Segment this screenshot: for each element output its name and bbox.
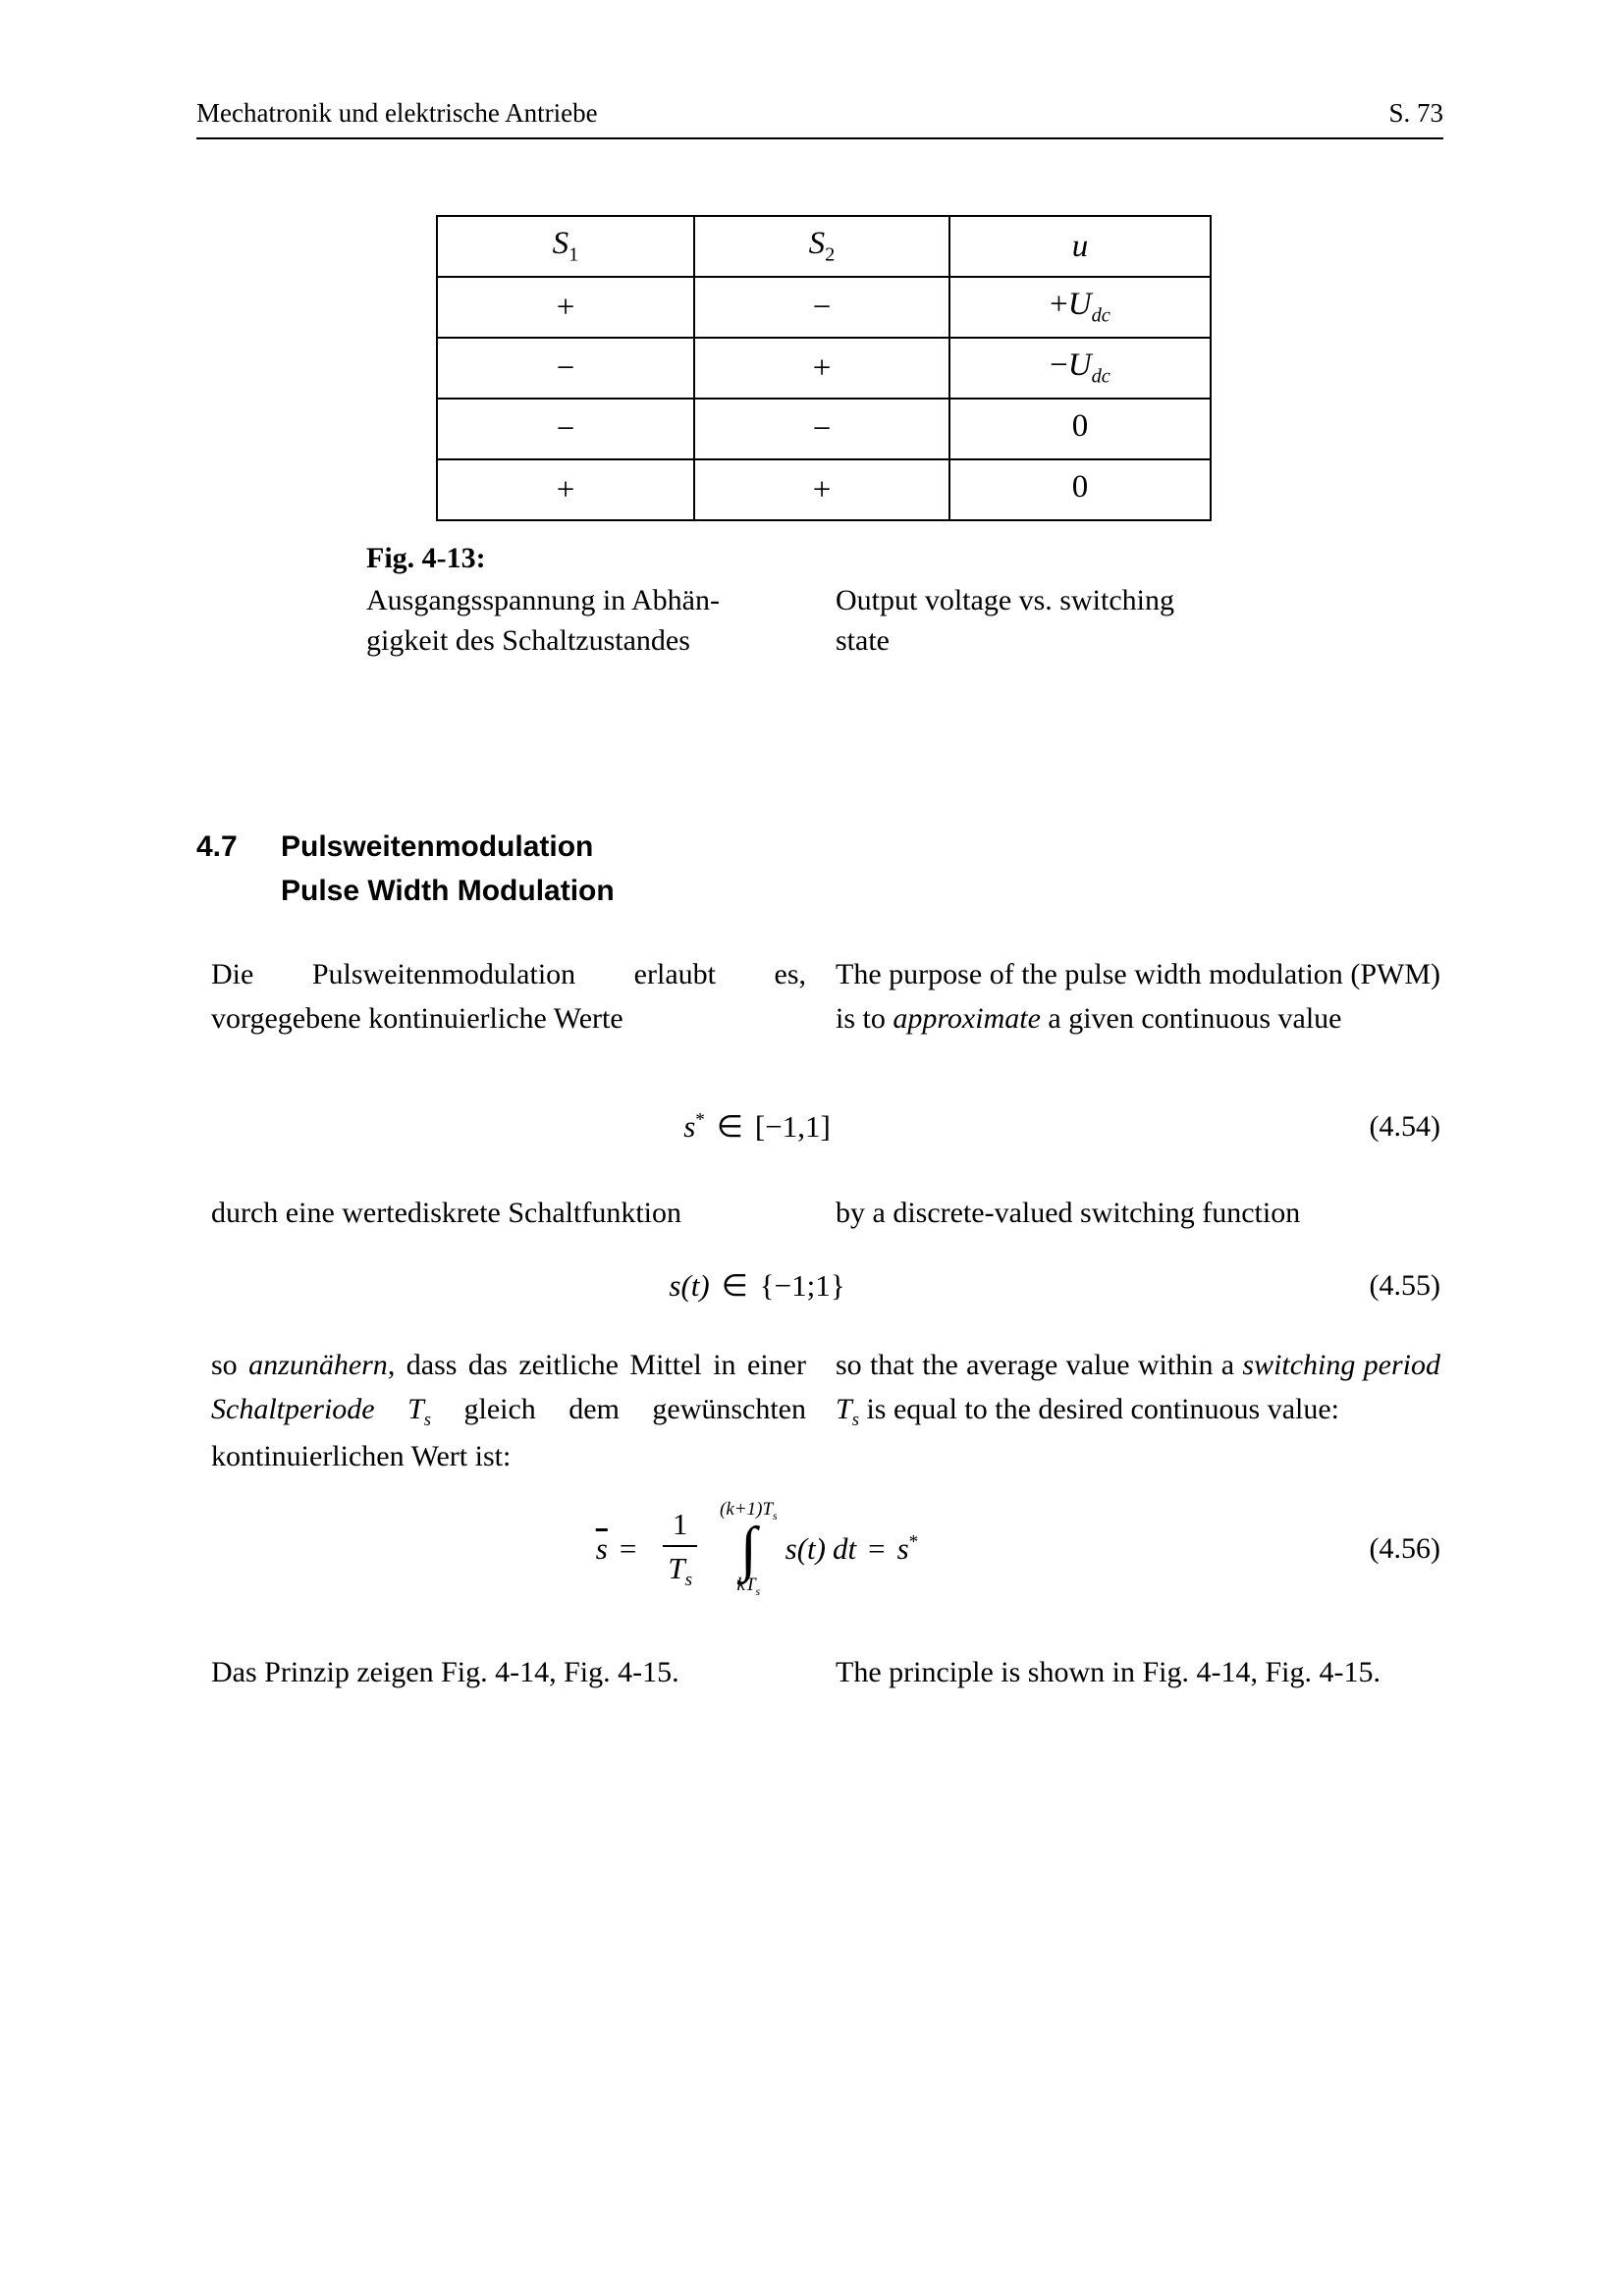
paragraph-row-1 — [211, 952, 1440, 1041]
integral-upper-limit: $(k+1)T_s$ — [720, 1499, 778, 1523]
cell-s1: + — [437, 277, 694, 338]
paragraph-english: by a discrete-valued switching function — [836, 1197, 1301, 1229]
section-heading — [196, 825, 615, 913]
table-header-s1: $S_1$ — [437, 216, 694, 277]
table-header-s2: $S_2$ — [694, 216, 949, 277]
cell-u: $+U_{dc}$ — [949, 277, 1211, 338]
equation-number: (4.54) — [1369, 1110, 1440, 1143]
table-row — [437, 399, 1211, 459]
caption-line: Ausgangsspannung in Abhän- — [366, 584, 720, 616]
equation-number: (4.55) — [1369, 1269, 1440, 1302]
cell-s1: − — [437, 399, 694, 459]
equation-456 — [211, 1480, 1440, 1618]
paragraph-row-4 — [211, 1650, 1440, 1694]
table-row — [437, 338, 1211, 399]
cell-u: 0 — [949, 459, 1211, 520]
figure-label: Fig. 4-13: — [366, 542, 486, 574]
equation-expression: s(t) ∈ {−1;1} — [669, 1268, 845, 1303]
figure-caption-german — [366, 581, 836, 661]
cell-u: $-U_{dc}$ — [949, 338, 1211, 399]
equation-455 — [211, 1256, 1440, 1315]
section-number: 4.7 — [196, 830, 238, 863]
paragraph-english: The purpose of the pulse width modulation (PWM) is to approximate a given continuous value — [836, 958, 1440, 1035]
paragraph-english: so that the average value within a switching period $T_s$ is equal to the desired continuous value: — [836, 1349, 1440, 1430]
caption-line: state — [836, 623, 890, 657]
paragraph-row-3 — [211, 1343, 1440, 1478]
table-header-u: u — [949, 216, 1211, 277]
paragraph-english: The principle is shown in Fig. 4-14, Fig. 4-15. — [836, 1656, 1380, 1688]
paragraph-german: Die Pulsweitenmodulation erlaubt es, vorgegebene kontinuierliche Werte — [211, 958, 806, 1035]
paragraph-german: durch eine wertediskrete Schaltfunktion — [211, 1197, 682, 1229]
cell-s1: − — [437, 338, 694, 399]
table-row — [437, 277, 1211, 338]
cell-u: 0 — [949, 399, 1211, 459]
paragraph-german: Das Prinzip zeigen Fig. 4-14, Fig. 4-15. — [211, 1656, 679, 1688]
s-bar-symbol: $\overline{s}$ — [595, 1531, 608, 1566]
page-header — [196, 98, 1443, 139]
caption-line: gigkeit des Schaltzustandes — [366, 623, 690, 657]
cell-s2: + — [694, 459, 949, 520]
equation-number: (4.56) — [1369, 1532, 1440, 1565]
figure-caption-english — [836, 581, 1346, 661]
fraction: $\frac{1}{T_s}$ — [658, 1509, 702, 1589]
paragraph-row-2 — [211, 1191, 1440, 1235]
caption-line: Output voltage vs. switching — [836, 584, 1174, 616]
section-title — [281, 825, 615, 913]
integral-lower-limit: $kT_s$ — [736, 1575, 761, 1599]
table-header-row — [437, 216, 1211, 277]
table-row — [437, 459, 1211, 520]
switching-states-table — [436, 215, 1212, 521]
page-number: S. 73 — [1388, 98, 1443, 128]
cell-s1: + — [437, 459, 694, 520]
integral — [720, 1499, 778, 1598]
equation-454 — [211, 1097, 1440, 1156]
element-of-symbol: ∈ — [721, 1268, 748, 1303]
section-title-english: Pulse Width Modulation — [281, 875, 615, 907]
equation-expression: $\overline{s}$ = $\frac{1}{T_s}$ $(k+1)T_s$ ∫ $kT_s$ s(t) dt = s* — [595, 1499, 919, 1599]
cell-s2: − — [694, 277, 949, 338]
figure-caption — [366, 581, 1346, 661]
paragraph-german: so anzunähern, dass das zeitliche Mittel in einer Schaltperiode $T_s$ gleich dem gewünschten kontinuierlichen Wert ist: — [211, 1349, 807, 1472]
equation-expression: s* ∈ [−1,1] — [683, 1109, 831, 1144]
cell-s2: − — [694, 399, 949, 459]
section-title-german: Pulsweitenmodulation — [281, 830, 594, 863]
element-of-symbol: ∈ — [716, 1109, 743, 1144]
header-title: Mechatronik und elektrische Antriebe — [196, 98, 598, 128]
cell-s2: + — [694, 338, 949, 399]
integral-sign: ∫ — [739, 1515, 757, 1582]
